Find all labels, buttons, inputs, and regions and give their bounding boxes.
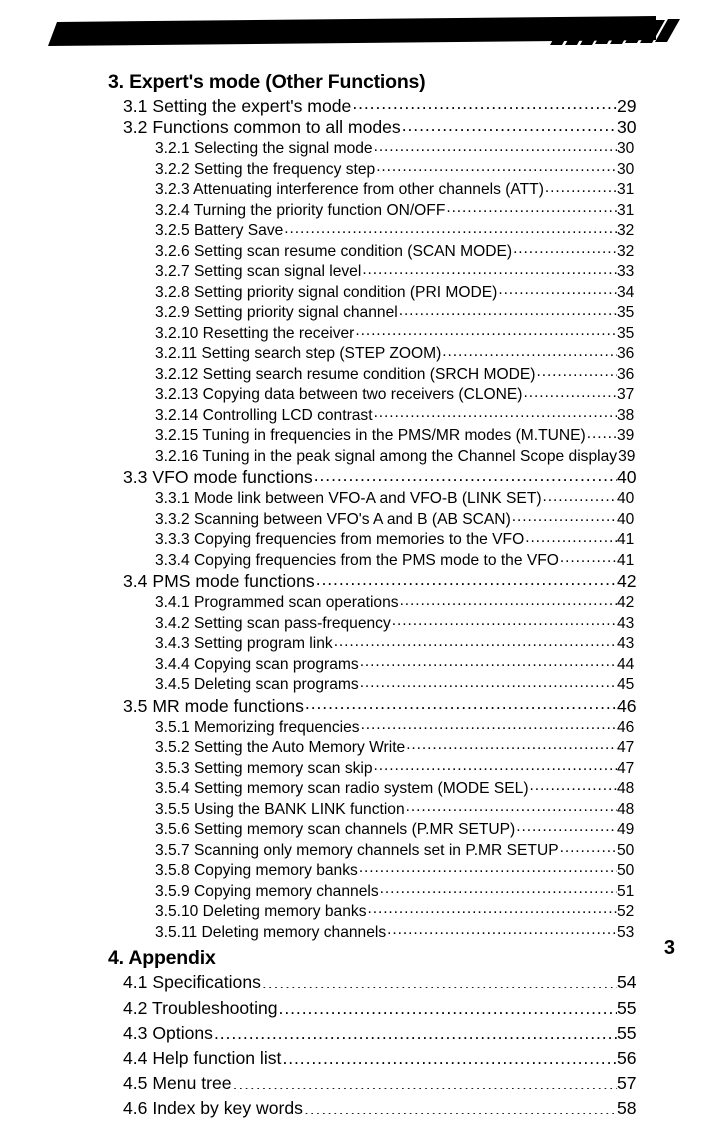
toc-dot-leader bbox=[442, 343, 617, 359]
toc-dot-leader bbox=[498, 281, 617, 297]
toc-entry[interactable] bbox=[0, 900, 708, 921]
toc-dot-leader bbox=[355, 322, 617, 338]
toc-entry[interactable] bbox=[0, 757, 708, 778]
toc-entry-label: 3.2.6 Setting scan resume condition (SCAN MODE) bbox=[155, 242, 513, 260]
toc-dot-leader bbox=[304, 1097, 617, 1115]
toc-entry[interactable] bbox=[0, 880, 708, 901]
toc-entry-page-number: 35 bbox=[617, 304, 635, 322]
toc-entry[interactable] bbox=[0, 674, 708, 695]
toc-dot-leader bbox=[545, 179, 617, 195]
toc-entry[interactable] bbox=[0, 529, 708, 550]
toc-entry[interactable] bbox=[0, 716, 708, 737]
toc-entry[interactable] bbox=[0, 1046, 708, 1071]
toc-entry-label: 4.1 Specifications bbox=[123, 972, 261, 993]
toc-dot-leader bbox=[352, 94, 617, 112]
toc-entry[interactable] bbox=[0, 138, 708, 159]
toc-entry-page-number: 29 bbox=[617, 95, 637, 116]
toc-entry-label: 3.3 VFO mode functions bbox=[123, 468, 313, 488]
toc-entry-label: 3.3.3 Copying frequencies from memories to the VFO bbox=[155, 531, 525, 549]
toc-entry-label: 3.2.12 Setting search resume condition (SRCH MODE) bbox=[155, 365, 536, 383]
toc-entry-label: 3.4.3 Setting program link bbox=[155, 635, 333, 653]
toc-entry-label: 3.2.15 Tuning in frequencies in the PMS/MR modes (M.TUNE) bbox=[155, 427, 586, 445]
toc-entry[interactable] bbox=[0, 425, 708, 446]
toc-dot-leader bbox=[374, 404, 617, 420]
toc-entry-page-number: 40 bbox=[617, 510, 635, 528]
toc-entry[interactable] bbox=[0, 839, 708, 860]
toc-dot-leader bbox=[282, 1046, 617, 1064]
toc-dot-leader bbox=[525, 529, 617, 545]
toc-entry[interactable] bbox=[0, 921, 708, 942]
toc-dot-leader bbox=[374, 138, 617, 154]
toc-entry[interactable] bbox=[0, 736, 708, 757]
toc-entry-page-number: 45 bbox=[617, 676, 635, 694]
toc-dot-leader bbox=[361, 716, 617, 732]
toc-entry-page-number: 39 bbox=[617, 427, 635, 445]
toc-entry-label: 4.2 Troubleshooting bbox=[123, 997, 278, 1018]
toc-dot-leader bbox=[376, 158, 617, 174]
toc-entry-label: 3.4.4 Copying scan programs bbox=[155, 655, 359, 673]
toc-entry-page-number: 48 bbox=[617, 800, 635, 818]
toc-entry[interactable] bbox=[0, 261, 708, 282]
toc-entry-page-number: 30 bbox=[617, 140, 635, 158]
toc-dot-leader bbox=[360, 653, 617, 669]
toc-entry-label: 3.2.2 Setting the frequency step bbox=[155, 160, 376, 178]
toc-dot-leader bbox=[380, 880, 617, 896]
toc-entry-page-number: 44 bbox=[617, 655, 635, 673]
toc-entry[interactable] bbox=[0, 694, 708, 716]
toc-dot-leader bbox=[446, 199, 617, 215]
toc-entry[interactable] bbox=[0, 384, 708, 405]
toc-entry[interactable] bbox=[0, 818, 708, 839]
table-of-contents bbox=[0, 60, 708, 1122]
toc-entry-label: 3.5.11 Deleting memory channels bbox=[155, 923, 387, 941]
toc-entry-label: 3.2.14 Controlling LCD contrast bbox=[155, 406, 373, 424]
toc-entry-page-number: 42 bbox=[617, 571, 637, 592]
toc-dot-leader bbox=[314, 466, 617, 484]
toc-dot-leader bbox=[524, 384, 617, 400]
toc-section-3 bbox=[0, 60, 708, 941]
toc-entry-label: 3.3.1 Mode link between VFO-A and VFO-B (LINK SET) bbox=[155, 490, 542, 508]
toc-entry-page-number: 35 bbox=[617, 324, 635, 342]
toc-entry-label: 3.5.8 Copying memory banks bbox=[155, 862, 358, 880]
toc-entry[interactable] bbox=[0, 199, 708, 220]
toc-entry[interactable] bbox=[0, 1096, 708, 1121]
toc-entry-page-number: 46 bbox=[617, 695, 637, 716]
toc-entry-page-number: 46 bbox=[617, 718, 635, 736]
toc-dot-leader bbox=[399, 302, 617, 318]
toc-dot-leader bbox=[406, 736, 617, 752]
toc-dot-leader bbox=[233, 1072, 617, 1090]
toc-dot-leader bbox=[362, 261, 617, 277]
toc-entry-page-number: 47 bbox=[617, 759, 635, 777]
toc-entry-label: 3.4.1 Programmed scan operations bbox=[155, 594, 399, 612]
toc-section-4 bbox=[0, 941, 708, 1121]
toc-entry-page-number: 51 bbox=[617, 882, 635, 900]
toc-entry-page-number: 34 bbox=[617, 283, 635, 301]
toc-entry-page-number: 41 bbox=[617, 531, 635, 549]
toc-entries-4 bbox=[0, 970, 708, 1121]
toc-entry[interactable] bbox=[0, 488, 708, 509]
toc-entry-page-number: 58 bbox=[617, 1098, 637, 1119]
toc-entry-label: 4.4 Help function list bbox=[123, 1048, 282, 1069]
toc-entry[interactable] bbox=[0, 404, 708, 425]
toc-entry-label: 3.2.1 Selecting the signal mode bbox=[155, 140, 373, 158]
toc-dot-leader bbox=[400, 592, 617, 608]
toc-entry-label: 3.4.2 Setting scan pass-frequency bbox=[155, 614, 391, 632]
toc-entry-label: 3.2.13 Copying data between two receivers (CLONE) bbox=[155, 386, 523, 404]
toc-entry[interactable] bbox=[0, 220, 708, 241]
toc-entry[interactable] bbox=[0, 322, 708, 343]
toc-dot-leader bbox=[316, 570, 617, 588]
toc-entry-page-number: 47 bbox=[617, 739, 635, 757]
toc-entry-page-number: 53 bbox=[617, 923, 635, 941]
toc-entry-page-number: 50 bbox=[617, 862, 635, 880]
toc-entry-label: 3.5.9 Copying memory channels bbox=[155, 882, 379, 900]
toc-entry[interactable] bbox=[0, 158, 708, 179]
toc-entry[interactable] bbox=[0, 592, 708, 613]
toc-entry-page-number: 49 bbox=[617, 821, 635, 839]
toc-entry-label: 3.1 Setting the expert's mode bbox=[123, 96, 352, 116]
toc-entry[interactable] bbox=[0, 1021, 708, 1046]
toc-entry-page-number: 42 bbox=[617, 594, 635, 612]
toc-entry[interactable] bbox=[0, 116, 708, 138]
toc-entry-label: 3.2.10 Resetting the receiver bbox=[155, 324, 355, 342]
toc-dot-leader bbox=[368, 900, 618, 916]
toc-entry-label: 3.5.5 Using the BANK LINK function bbox=[155, 800, 405, 818]
toc-entry-page-number: 55 bbox=[617, 1022, 637, 1043]
toc-dot-leader bbox=[359, 859, 617, 875]
toc-dot-leader bbox=[305, 694, 617, 712]
toc-entry-label: 3.4.5 Deleting scan programs bbox=[155, 676, 359, 694]
toc-entry-label: 4.3 Options bbox=[123, 1022, 213, 1043]
toc-dot-leader bbox=[560, 839, 617, 855]
toc-dot-leader bbox=[360, 674, 617, 690]
toc-entry-label: 3.3.2 Scanning between VFO's A and B (AB SCAN) bbox=[155, 510, 511, 528]
toc-entry-label: 3.4 PMS mode functions bbox=[123, 572, 315, 592]
toc-dot-leader bbox=[392, 612, 617, 628]
toc-entry[interactable] bbox=[0, 302, 708, 323]
toc-dot-leader bbox=[530, 777, 617, 793]
toc-entry-label: 3.2.7 Setting scan signal level bbox=[155, 263, 362, 281]
toc-entry-label: 3.2.16 Tuning in the peak signal among the Channel Scope display bbox=[155, 447, 618, 465]
toc-entry-page-number: 43 bbox=[617, 614, 635, 632]
toc-entry-label: 3.2.3 Attenuating interference from other channels (ATT) bbox=[155, 181, 544, 199]
toc-dot-leader bbox=[279, 996, 617, 1014]
toc-entry-label: 4.6 Index by key words bbox=[123, 1098, 303, 1119]
toc-entry-label: 3.2.11 Setting search step (STEP ZOOM) bbox=[155, 345, 442, 363]
toc-dot-leader bbox=[587, 425, 617, 441]
toc-dot-leader bbox=[402, 116, 617, 134]
toc-entry-label: 3.5 MR mode functions bbox=[123, 696, 304, 716]
toc-entry-page-number: 40 bbox=[617, 490, 635, 508]
toc-entry[interactable] bbox=[0, 612, 708, 633]
toc-entry[interactable] bbox=[0, 240, 708, 261]
toc-dot-leader bbox=[536, 363, 617, 379]
toc-entry[interactable] bbox=[0, 777, 708, 798]
chapter-heading-4: 4. Appendix bbox=[108, 947, 216, 970]
toc-entry[interactable] bbox=[0, 970, 708, 995]
toc-entry-label: 3.5.2 Setting the Auto Memory Write bbox=[155, 739, 406, 757]
chapter-heading-3: 3. Expert's mode (Other Functions) bbox=[108, 71, 426, 93]
toc-entry[interactable] bbox=[0, 281, 708, 302]
toc-entry-label: 3.5.6 Setting memory scan channels (P.MR SETUP) bbox=[155, 821, 516, 839]
toc-dot-leader bbox=[387, 921, 617, 937]
toc-entry[interactable] bbox=[0, 445, 708, 466]
toc-entry-page-number: 31 bbox=[617, 181, 635, 199]
toc-entry-label: 3.5.1 Memorizing frequencies bbox=[155, 718, 360, 736]
toc-entry-page-number: 54 bbox=[617, 972, 637, 993]
toc-entry[interactable] bbox=[0, 570, 708, 592]
toc-entry[interactable] bbox=[0, 179, 708, 200]
toc-entry[interactable] bbox=[0, 94, 708, 116]
toc-entry[interactable] bbox=[0, 633, 708, 654]
toc-entry[interactable] bbox=[0, 798, 708, 819]
toc-entry-page-number: 41 bbox=[617, 551, 635, 569]
toc-entry-page-number: 39 bbox=[618, 447, 636, 465]
toc-entry-page-number: 57 bbox=[617, 1073, 637, 1094]
header-ornament bbox=[0, 0, 708, 60]
toc-entry[interactable] bbox=[0, 653, 708, 674]
toc-entry-page-number: 33 bbox=[617, 263, 635, 281]
toc-entry-page-number: 31 bbox=[617, 201, 635, 219]
page-folio: 3 bbox=[663, 937, 675, 959]
toc-entry[interactable] bbox=[0, 996, 708, 1021]
toc-entry[interactable] bbox=[0, 1071, 708, 1096]
toc-entry-label: 3.5.7 Scanning only memory channels set in P.MR SETUP bbox=[155, 841, 559, 859]
toc-entry-page-number: 37 bbox=[617, 386, 635, 404]
toc-entry-label: 3.5.3 Setting memory scan skip bbox=[155, 759, 373, 777]
toc-entry-page-number: 30 bbox=[617, 160, 635, 178]
toc-entry[interactable] bbox=[0, 363, 708, 384]
toc-dot-leader bbox=[516, 818, 617, 834]
toc-entry-label: 3.5.10 Deleting memory banks bbox=[155, 903, 367, 921]
toc-entry-label: 3.2.4 Turning the priority function ON/OFF bbox=[155, 201, 446, 219]
toc-entry-label: 4.5 Menu tree bbox=[123, 1073, 232, 1094]
toc-dot-leader bbox=[512, 508, 617, 524]
toc-entry-page-number: 32 bbox=[617, 222, 635, 240]
toc-entry-page-number: 32 bbox=[617, 242, 635, 260]
toc-dot-leader bbox=[284, 220, 617, 236]
toc-entry-page-number: 36 bbox=[617, 345, 635, 363]
toc-entry-page-number: 38 bbox=[617, 406, 635, 424]
toc-entry-page-number: 55 bbox=[617, 997, 637, 1018]
toc-dot-leader bbox=[543, 488, 617, 504]
toc-entry-page-number: 56 bbox=[617, 1048, 637, 1069]
toc-entry-page-number: 48 bbox=[617, 780, 635, 798]
toc-entry-page-number: 50 bbox=[617, 841, 635, 859]
toc-entry-page-number: 36 bbox=[617, 365, 635, 383]
toc-dot-leader bbox=[262, 971, 617, 989]
toc-entry-page-number: 52 bbox=[617, 903, 635, 921]
toc-dot-leader bbox=[406, 798, 617, 814]
toc-dot-leader bbox=[513, 240, 617, 256]
toc-entry-page-number: 30 bbox=[617, 117, 637, 138]
header-ornament-graphic bbox=[0, 0, 708, 60]
toc-entry-label: 3.5.4 Setting memory scan radio system (MODE SEL) bbox=[155, 780, 529, 798]
toc-entry[interactable] bbox=[0, 859, 708, 880]
toc-entry[interactable] bbox=[0, 466, 708, 488]
toc-dot-leader bbox=[334, 633, 617, 649]
toc-dot-leader bbox=[374, 757, 617, 773]
toc-entry[interactable] bbox=[0, 549, 708, 570]
toc-entry[interactable] bbox=[0, 343, 708, 364]
toc-entries-3 bbox=[0, 94, 708, 941]
toc-dot-leader bbox=[560, 549, 617, 565]
toc-entry-label: 3.2.5 Battery Save bbox=[155, 222, 284, 240]
toc-entry-label: 3.2.9 Setting priority signal channel bbox=[155, 304, 398, 322]
toc-dot-leader bbox=[214, 1021, 617, 1039]
toc-entry-label: 3.3.4 Copying frequencies from the PMS mode to the VFO bbox=[155, 551, 559, 569]
toc-entry-label: 3.2.8 Setting priority signal condition (PRI MODE) bbox=[155, 283, 498, 301]
toc-entry-page-number: 43 bbox=[617, 635, 635, 653]
toc-entry-label: 3.2 Functions common to all modes bbox=[123, 118, 401, 138]
toc-entry[interactable] bbox=[0, 508, 708, 529]
toc-entry-page-number: 40 bbox=[617, 467, 637, 488]
